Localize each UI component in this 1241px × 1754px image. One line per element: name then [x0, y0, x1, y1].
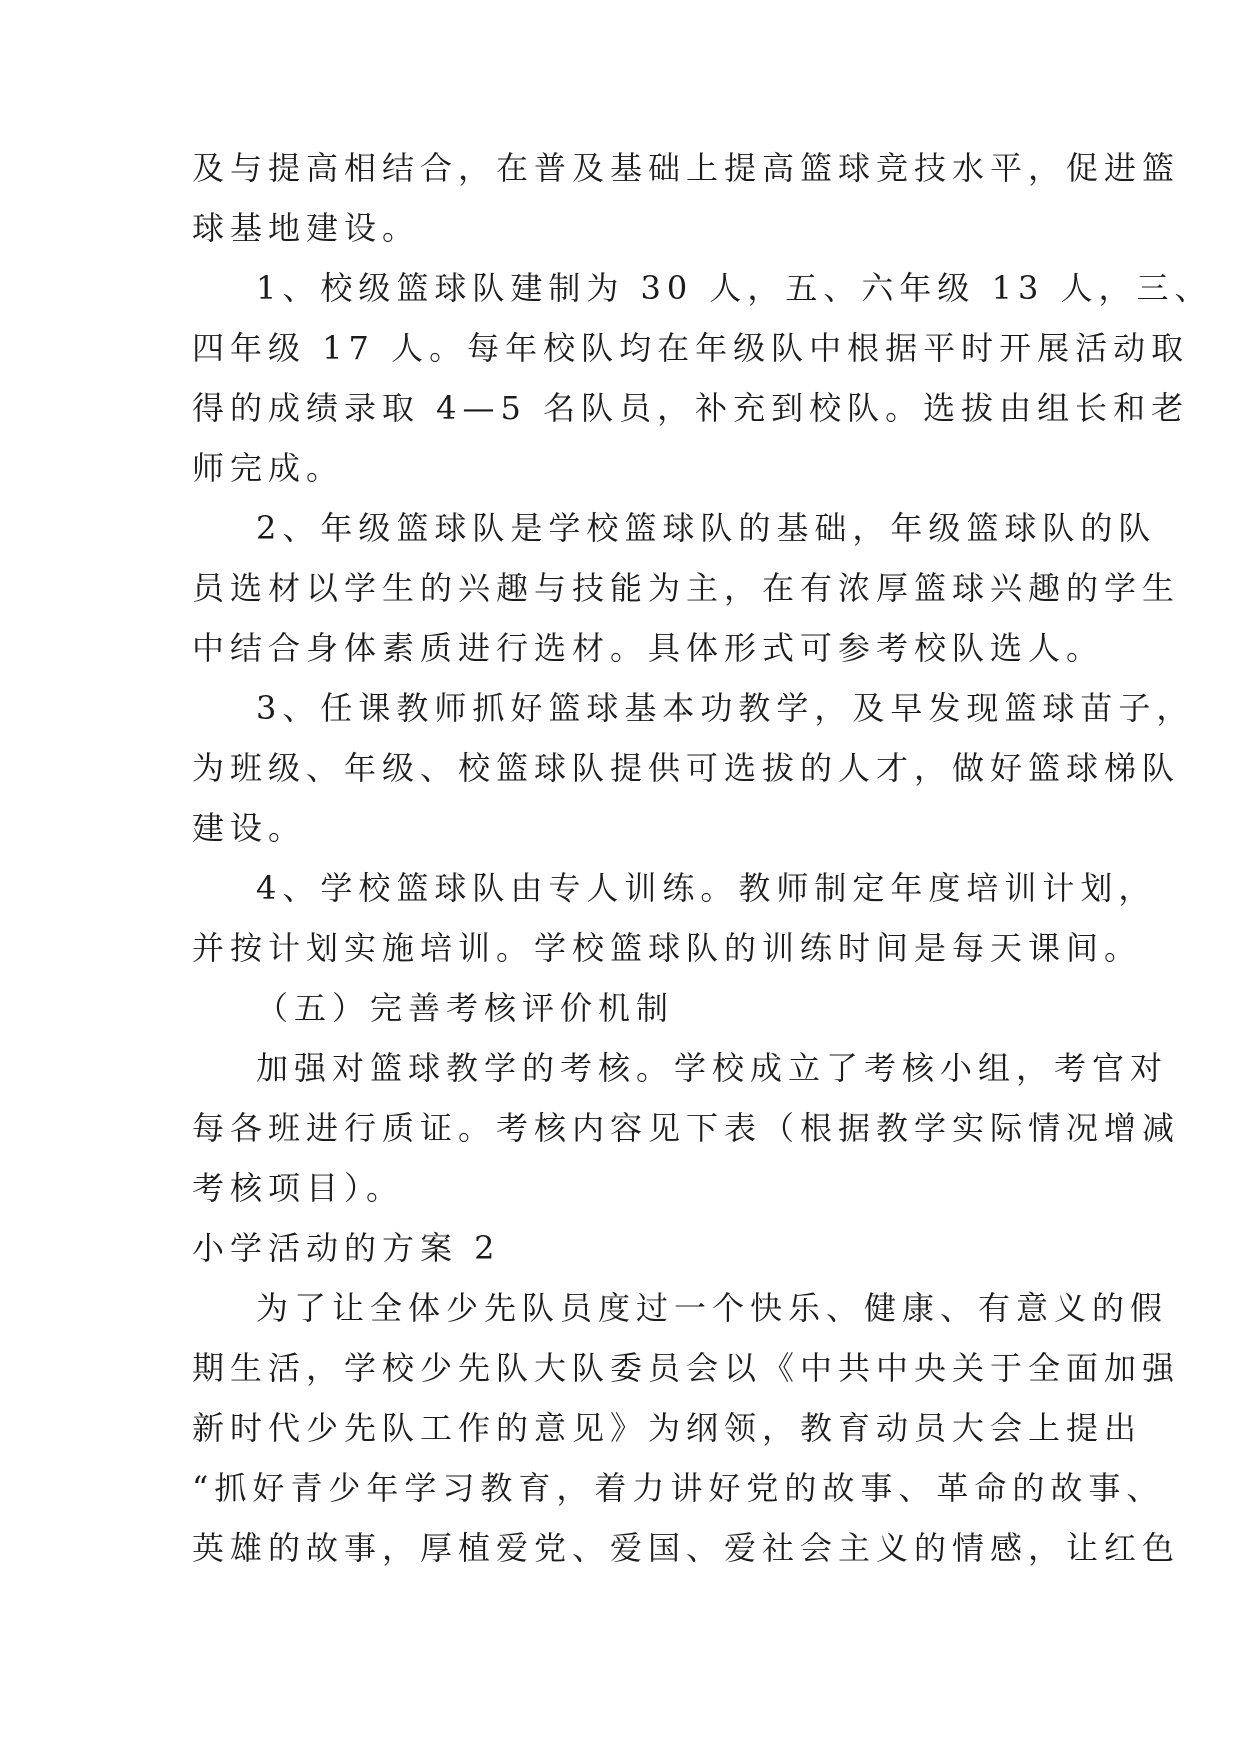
list-item-2-line: 员选材以学生的兴趣与技能为主，在有浓厚篮球兴趣的学生 — [192, 569, 1181, 607]
body-text-line: 考核项目）。 — [192, 1169, 405, 1207]
list-item-4-line: 4、学校篮球队由专人训练。教师制定年度培训计划， — [256, 869, 1157, 907]
list-item-2-line: 2、年级篮球队是学校篮球队的基础，年级篮球队的队 — [256, 509, 1157, 547]
body-text-line: 新时代少先队工作的意见》为纲领，教育动员大会上提出 — [192, 1409, 1143, 1447]
list-item-1-line: 得的成绩录取 4—5 名队员，补充到校队。选拔由组长和老 — [192, 389, 1190, 427]
list-item-3-line: 为班级、年级、校篮球队提供可选拔的人才，做好篮球梯队 — [192, 749, 1181, 787]
body-text-line: 及与提高相结合，在普及基础上提高篮球竞技水平，促进篮 — [192, 149, 1181, 187]
body-text-line: 期生活，学校少先队大队委员会以《中共中央关于全面加强 — [192, 1349, 1181, 1387]
list-item-1-line: 四年级 17 人。每年校队均在年级队中根据平时开展活动取 — [192, 329, 1190, 367]
list-item-2-line: 中结合身体素质进行选材。具体形式可参考校队选人。 — [192, 629, 1105, 667]
document-subtitle: 小学活动的方案 2 — [192, 1229, 501, 1267]
section-heading: （五）完善考核评价机制 — [256, 989, 675, 1027]
body-text-line: 每各班进行质证。考核内容见下表（根据教学实际情况增减 — [192, 1109, 1181, 1147]
list-item-3-line: 建设。 — [192, 809, 307, 847]
body-text-line: 为了让全体少先队员度过一个快乐、健康、有意义的假 — [256, 1289, 1169, 1327]
body-text-line: 加强对篮球教学的考核。学校成立了考核小组，考官对 — [256, 1049, 1169, 1087]
list-item-3-line: 3、任课教师抓好篮球基本功教学，及早发现篮球苗子， — [256, 689, 1195, 727]
body-text-line: 英雄的故事，厚植爱党、爱国、爱社会主义的情感，让红色 — [192, 1529, 1181, 1567]
list-item-1-line: 1、校级篮球队建制为 30 人，五、六年级 13 人，三、 — [256, 269, 1213, 307]
body-text-line: “抓好青少年学习教育，着力讲好党的故事、革命的故事、 — [192, 1469, 1165, 1507]
list-item-1-line: 师完成。 — [192, 449, 345, 487]
list-item-4-line: 并按计划实施培训。学校篮球队的训练时间是每天课间。 — [192, 929, 1143, 967]
body-text-line: 球基地建设。 — [192, 209, 421, 247]
